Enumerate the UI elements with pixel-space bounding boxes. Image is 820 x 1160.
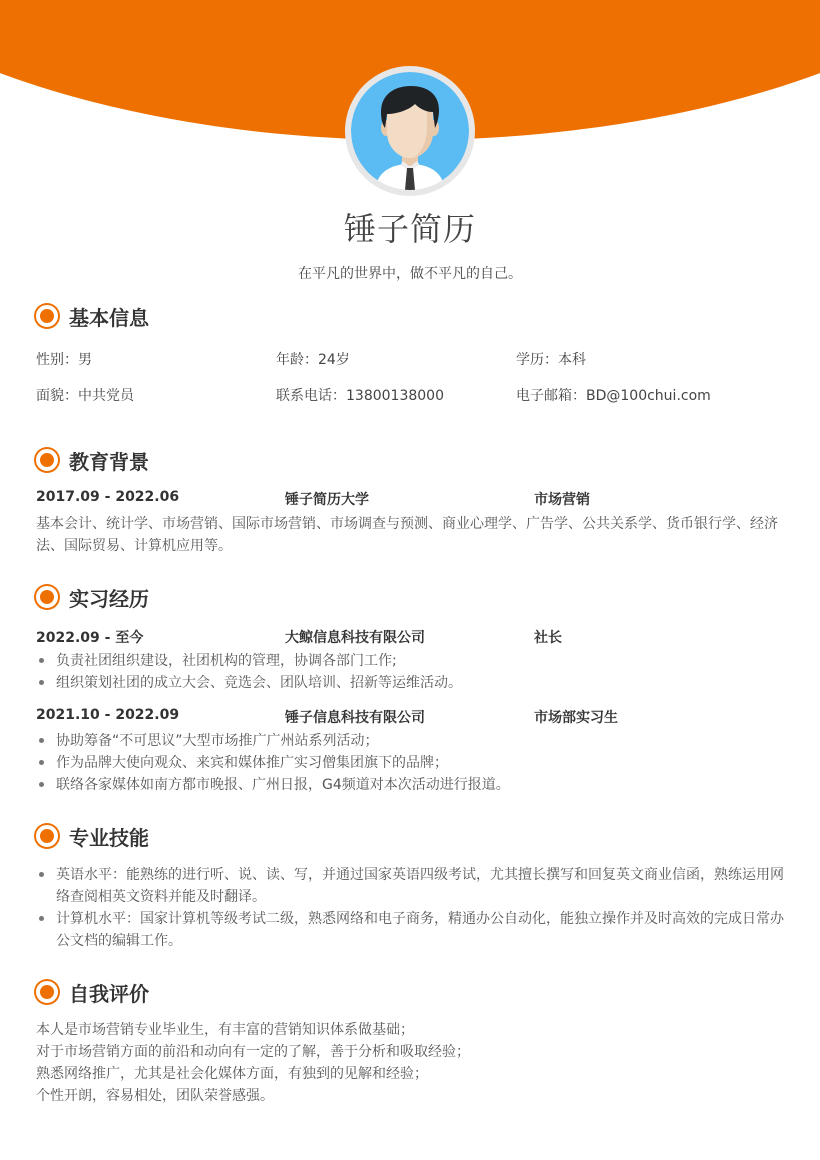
job-duties-list [36, 730, 788, 796]
job-role: 社长 [534, 630, 562, 646]
resume-name: 锤子简历 [343, 210, 476, 248]
section-dot-icon [36, 586, 58, 608]
job-company: 大鲸信息科技有限公司 [285, 630, 425, 646]
list-item: 负责社团组织建设，社团机构的管理，协调各部门工作; [36, 650, 788, 672]
list-item: 联络各家媒体如南方都市晚报、广州日报，G4频道对本次活动进行报道。 [36, 774, 788, 796]
self-evaluation-text [36, 1019, 470, 1107]
job-period: 2022.09 - 至今 [36, 630, 144, 646]
list-item: 英语水平：能熟练的进行听、说、读、写，并通过国家英语四级考试，尤其擅长撰写和回复英文商业信函，熟练运用网络查阅相英文资料并能及时翻译。 [36, 864, 788, 908]
education-school: 锤子简历大学 [285, 492, 369, 508]
job-duties-list [36, 650, 788, 694]
info-age: 年龄：24岁 [276, 352, 350, 368]
self-evaluation-line: 对于市场营销方面的前沿和动向有一定的了解，善于分析和吸取经验； [36, 1044, 470, 1060]
self-evaluation-line: 熟悉网络推广，尤其是社会化媒体方面，有独到的见解和经验； [36, 1066, 428, 1082]
section-title-education: 教育背景 [69, 449, 149, 474]
resume-motto: 在平凡的世界中，做不平凡的自己。 [298, 266, 522, 282]
list-item: 作为品牌大使向观众、来宾和媒体推广实习僧集团旗下的品牌； [36, 752, 788, 774]
section-internship [34, 584, 149, 610]
section-dot-icon [36, 825, 58, 847]
section-self-evaluation [34, 979, 149, 1005]
self-evaluation-line: 个性开朗，容易相处，团队荣誉感强。 [36, 1088, 274, 1104]
info-gender: 性别：男 [36, 352, 92, 368]
job-role: 市场部实习生 [534, 710, 618, 726]
section-dot-icon [36, 981, 58, 1003]
job-company: 锤子信息科技有限公司 [285, 710, 425, 726]
avatar [345, 66, 475, 196]
section-title-skills: 专业技能 [69, 825, 149, 850]
education-period: 2017.09 - 2022.06 [36, 489, 180, 505]
list-item: 计算机水平：国家计算机等级考试二级，熟悉网络和电子商务，精通办公自动化，能独立操作并及时高效的完成日常办公文档的编辑工作。 [36, 908, 788, 952]
self-evaluation-line: 本人是市场营销专业毕业生，有丰富的营销知识体系做基础； [36, 1022, 414, 1038]
section-dot-icon [36, 449, 58, 471]
job-period: 2021.10 - 2022.09 [36, 707, 180, 723]
section-title-self-evaluation: 自我评价 [69, 981, 149, 1006]
list-item: 组织策划社团的成立大会、竞选会、团队培训、招新等运维活动。 [36, 672, 788, 694]
section-skills [34, 823, 149, 849]
info-political: 面貌：中共党员 [36, 388, 134, 404]
section-dot-icon [36, 305, 58, 327]
section-education [34, 447, 149, 473]
section-basic-info [34, 303, 149, 329]
education-description: 基本会计、统计学、市场营销、国际市场营销、市场调查与预测、商业心理学、广告学、公共关系学、货币银行学、经济法、国际贸易、计算机应用等。 [36, 516, 778, 554]
avatar-person-icon [351, 72, 469, 190]
info-email: 电子邮箱：BD@100chui.com [516, 388, 711, 404]
info-phone: 联系电话：13800138000 [276, 388, 444, 404]
info-education: 学历：本科 [516, 352, 586, 368]
section-title-basic-info: 基本信息 [69, 305, 149, 330]
education-major: 市场营销 [534, 492, 590, 508]
section-title-internship: 实习经历 [69, 586, 149, 611]
skills-list [36, 864, 788, 952]
list-item: 协助筹备“不可思议”大型市场推广广州站系列活动； [36, 730, 788, 752]
